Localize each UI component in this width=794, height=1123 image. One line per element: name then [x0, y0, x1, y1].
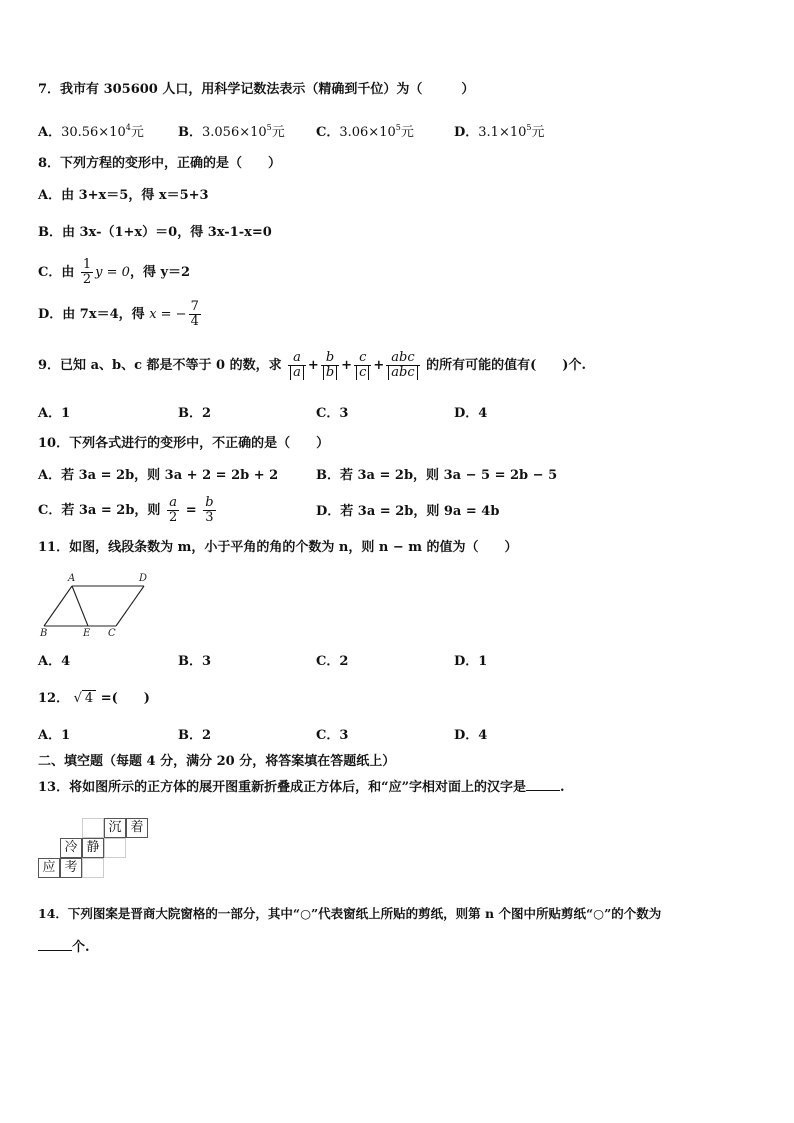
net-empty-cell: [104, 838, 126, 858]
net-cell-chen: 沉: [104, 818, 126, 838]
q12-option-c: C．3: [316, 728, 349, 743]
q11-option-c: C．2: [316, 654, 349, 669]
q11-option-a: A．4: [38, 654, 71, 669]
cube-net-figure: [38, 818, 144, 878]
q7-option-d: D．$3.1\times 10^5$元: [454, 123, 545, 140]
q8-d-fraction: $\frac{7}{4}$: [190, 299, 199, 329]
q9-fraction-b: $\frac{b}{b}$: [321, 351, 339, 380]
net-cell-leng: 冷: [60, 838, 82, 858]
q11-option-b: B．3: [178, 654, 212, 669]
label-c: C: [108, 628, 116, 639]
q10-option-d: D．若 3a = 2b，则 9a = 4b: [316, 504, 500, 519]
sqrt-symbol: √ 4: [74, 690, 97, 706]
q9-option-d: D．4: [454, 406, 488, 421]
q12-option-a: A．1: [38, 728, 71, 743]
q14-stem: 14．下列图案是晋商大院窗格的一部分，其中“○”代表窗纸上所贴的剪纸，则第 n 个图中所贴剪纸“○”的个数为: [38, 906, 662, 921]
net-empty-cell: [82, 818, 104, 838]
q9-fraction-a: $\frac{a}{a}$: [288, 351, 306, 380]
net-cell-ying: 应: [38, 858, 60, 878]
net-cell-zhuo: 着: [126, 818, 148, 838]
section-heading: 二、填空题（每题 4 分，满分 20 分，将答案填在答题纸上）: [38, 754, 396, 769]
q11-option-d: D．1: [454, 654, 488, 669]
answer-blank: [38, 938, 72, 951]
q14-answer-line: 个.: [38, 938, 90, 958]
q10-c-fraction-right: $\frac{b}{3}$: [205, 495, 214, 525]
q7-option-b: B．$3.056\times 10^5$元: [178, 123, 285, 140]
q11-parallelogram-figure: [36, 568, 156, 640]
q10-option-b: B．若 3a = 2b，则 3a − 5 = 2b − 5: [316, 468, 558, 483]
q8-option-c: C．由 $\frac{1}{2}$ y = 0，得 y＝2: [38, 257, 191, 287]
q12-option-b: B．2: [178, 728, 212, 743]
q12-option-d: D．4: [454, 728, 488, 743]
q9-fraction-c: $\frac{c}{c}$: [354, 351, 371, 380]
q9-option-b: B．2: [178, 406, 212, 421]
q9-fraction-abc: $\frac{\text{abc}}{\text{abc}}$: [386, 351, 419, 380]
q10-option-a: A．若 3a = 2b，则 3a + 2 = 2b + 2: [38, 468, 279, 483]
q11-stem: 11．如图，线段条数为 m，小于平角的角的个数为 n，则 n − m 的值为（ ）: [38, 540, 518, 555]
segment-dc: [116, 586, 144, 626]
q9-stem: 9．已知 a、b、c 都是不等于 0 的数，求 $\frac{a}{a}$ + $\frac{b}{b}$ + $\frac{c}{c}$ + $\frac{\text{abc}}{\text{abc}}$ 的所有可能的值有( )个.: [38, 350, 586, 380]
label-a: A: [68, 573, 76, 584]
net-cell-jing: 静: [82, 838, 104, 858]
q8-stem: 8．下列方程的变形中，正确的是（ ）: [38, 156, 282, 171]
q10-stem: 10．下列各式进行的变形中，不正确的是（ ）: [38, 436, 330, 451]
q7-option-a: A．$30.56\times 10^4$元: [38, 123, 144, 140]
net-cell-kao: 考: [60, 858, 82, 878]
q9-option-a: A．1: [38, 406, 71, 421]
q7-stem: 7．我市有 305600 人口，用科学记数法表示（精确到千位）为（ ）: [38, 82, 475, 97]
q8-option-b: B．由 3x-（1+x）＝0，得 3x-1-x=0: [38, 225, 272, 240]
net-empty-cell: [82, 858, 104, 878]
segment-ab: [44, 586, 72, 626]
label-b: B: [40, 628, 48, 639]
label-e: E: [83, 628, 91, 639]
q7-option-c: C．$3.06\times 10^5$元: [316, 123, 414, 140]
label-d: D: [139, 573, 148, 584]
q8-c-fraction: $\frac{1}{2}$: [82, 257, 92, 287]
segment-ae: [72, 586, 88, 626]
q10-c-fraction-left: $\frac{a}{2}$: [168, 495, 178, 525]
q10-option-c: C．若 3a = 2b，则 $\frac{a}{2}$ = $\frac{b}{3}$: [38, 495, 214, 525]
q13-stem: 13．将如图所示的正方体的展开图重新折叠成正方体后，和“应”字相对面上的汉字是 .: [38, 780, 565, 795]
q8-option-d: D．由 7x＝4，得 x = − $\frac{7}{4}$: [38, 299, 199, 329]
q8-option-a: A．由 3+x＝5，得 x＝5+3: [38, 188, 209, 203]
q9-option-c: C．3: [316, 406, 349, 421]
answer-blank: [526, 778, 560, 791]
q12-stem: 12． √ 4 =( ): [38, 691, 150, 706]
